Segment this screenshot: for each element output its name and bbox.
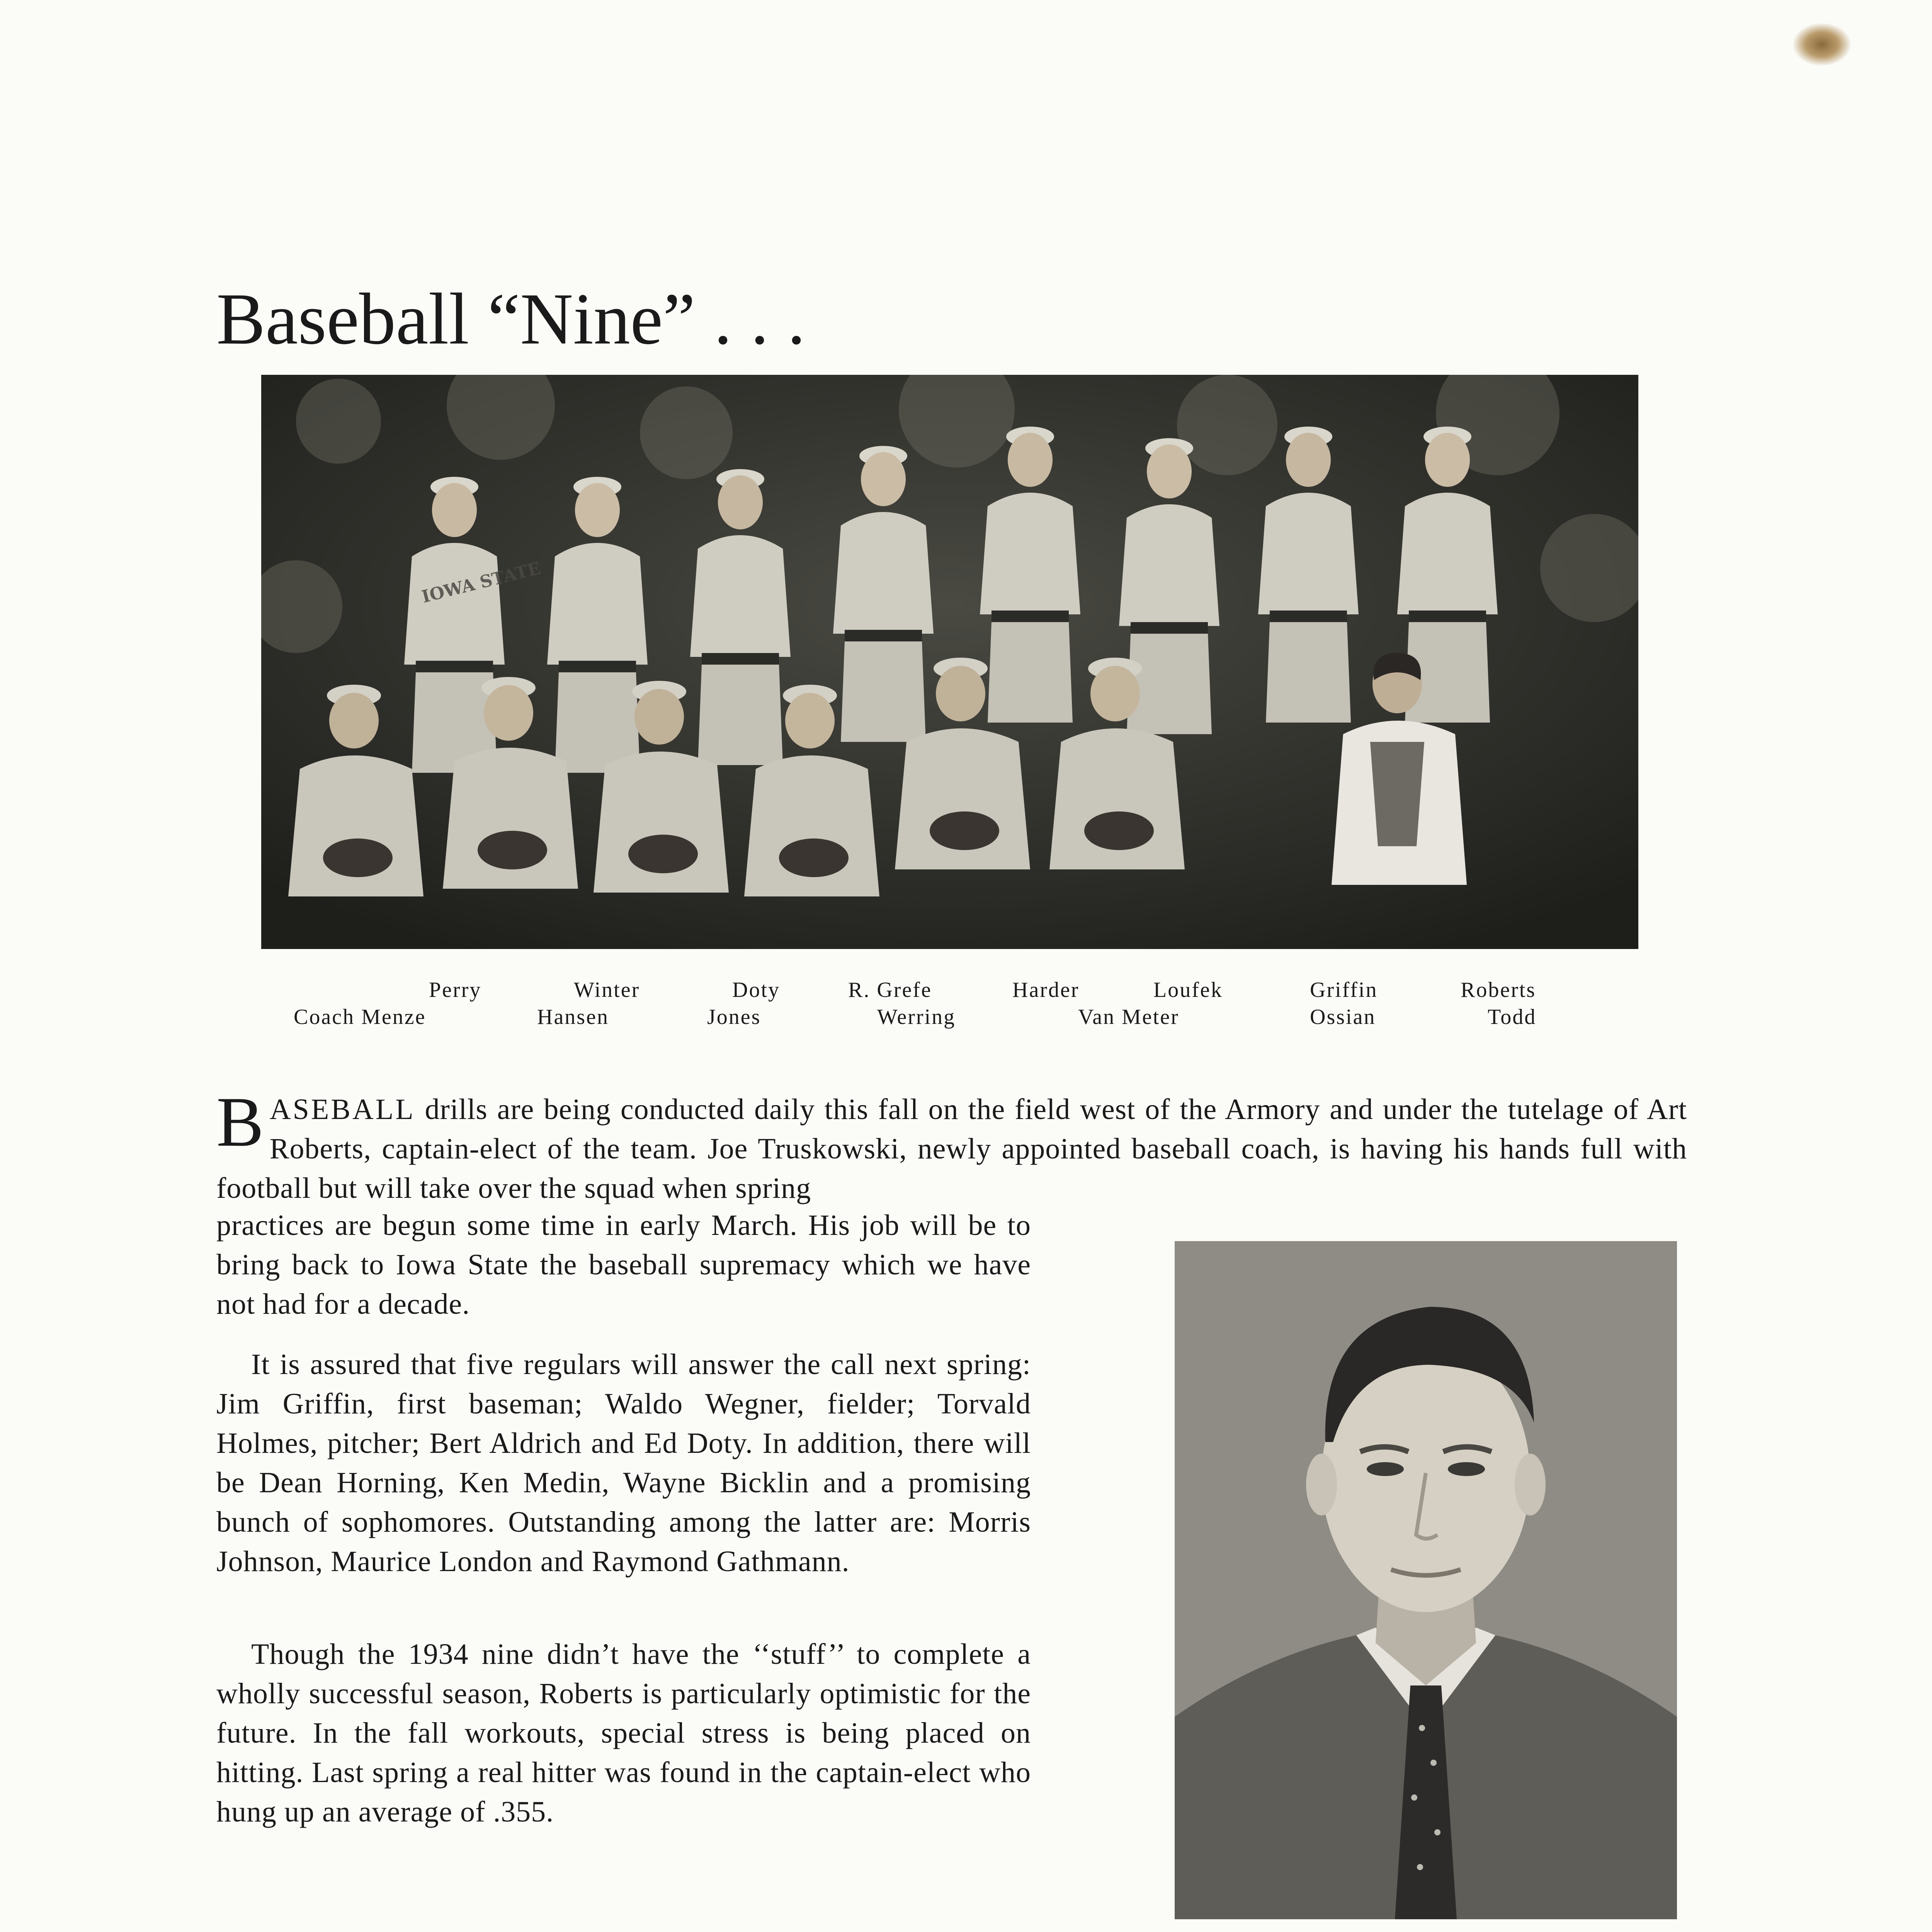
article-paragraph-2 bbox=[216, 1345, 1031, 1581]
paper-stain bbox=[1793, 23, 1851, 66]
drop-cap: B bbox=[216, 1082, 264, 1161]
coach-portrait-illustration bbox=[1175, 1241, 1677, 1919]
coach-portrait bbox=[1175, 1241, 1677, 1919]
team-photo bbox=[261, 375, 1638, 949]
caption-name: Coach Menze bbox=[294, 1005, 426, 1029]
caption-name: Hansen bbox=[537, 1005, 609, 1029]
caption-name: Werring bbox=[877, 1005, 956, 1029]
caption-name: Todd bbox=[1488, 1005, 1537, 1029]
team-caption-top bbox=[0, 978, 1932, 1005]
lead-word: ASEBALL bbox=[269, 1093, 415, 1126]
article-paragraph-1-continued bbox=[216, 1206, 1031, 1324]
caption-name: Loufek bbox=[1153, 978, 1223, 1002]
jersey-lettering: IOWA STATE bbox=[420, 558, 543, 607]
caption-name: Griffin bbox=[1310, 978, 1378, 1002]
article-paragraph-3 bbox=[216, 1634, 1031, 1832]
caption-name: Doty bbox=[732, 978, 780, 1002]
paragraph-text: It is assured that five regulars will answer the call next spring: Jim Griffin, first baseman; Waldo Wegner, fielder; Torvald Holmes, pitcher; Bert Aldrich and Ed Doty. In addition, there will be Dean Horning, Ken Medin, Wayne Bicklin and a promising bunch of sophomores. Outstanding among the latter are: Morris Johnson, Maurice London and Raymond Gathmann. bbox=[216, 1348, 1031, 1578]
page-title: Baseball “Nine” . . . bbox=[216, 279, 806, 360]
team-photo-illustration bbox=[261, 375, 1638, 949]
caption-name: Roberts bbox=[1461, 978, 1536, 1002]
caption-name: Van Meter bbox=[1078, 1005, 1179, 1029]
article-paragraph-1 bbox=[216, 1082, 1687, 1208]
caption-name: Winter bbox=[574, 978, 640, 1002]
caption-name: R. Grefe bbox=[848, 978, 932, 1002]
caption-name: Perry bbox=[429, 978, 482, 1002]
paragraph-text: practices are begun some time in early March. His job will be to bring back to Iowa State the baseball supremacy which we have not had for a decade. bbox=[216, 1209, 1031, 1320]
caption-name: Jones bbox=[707, 1005, 761, 1029]
caption-name: Ossian bbox=[1310, 1005, 1376, 1029]
paragraph-text: drills are being conducted daily this fall on the field west of the Armory and under the tutelage of Art Roberts, captain-elect of the team. Joe Truskowski, newly appointed baseball coach, is having his hands full with football but will take over the squad when spring bbox=[216, 1093, 1687, 1204]
team-caption-bottom bbox=[0, 1005, 1932, 1032]
paragraph-text: Though the 1934 nine didn’t have the ‘‘stuff’’ to complete a wholly successful season, Roberts is particularly optimistic for the future. In the fall workouts, special stress is being placed on hitting. Last spring a real hitter was found in the captain-elect who hung up an average of .355. bbox=[216, 1638, 1031, 1828]
caption-name: Harder bbox=[1012, 978, 1080, 1002]
